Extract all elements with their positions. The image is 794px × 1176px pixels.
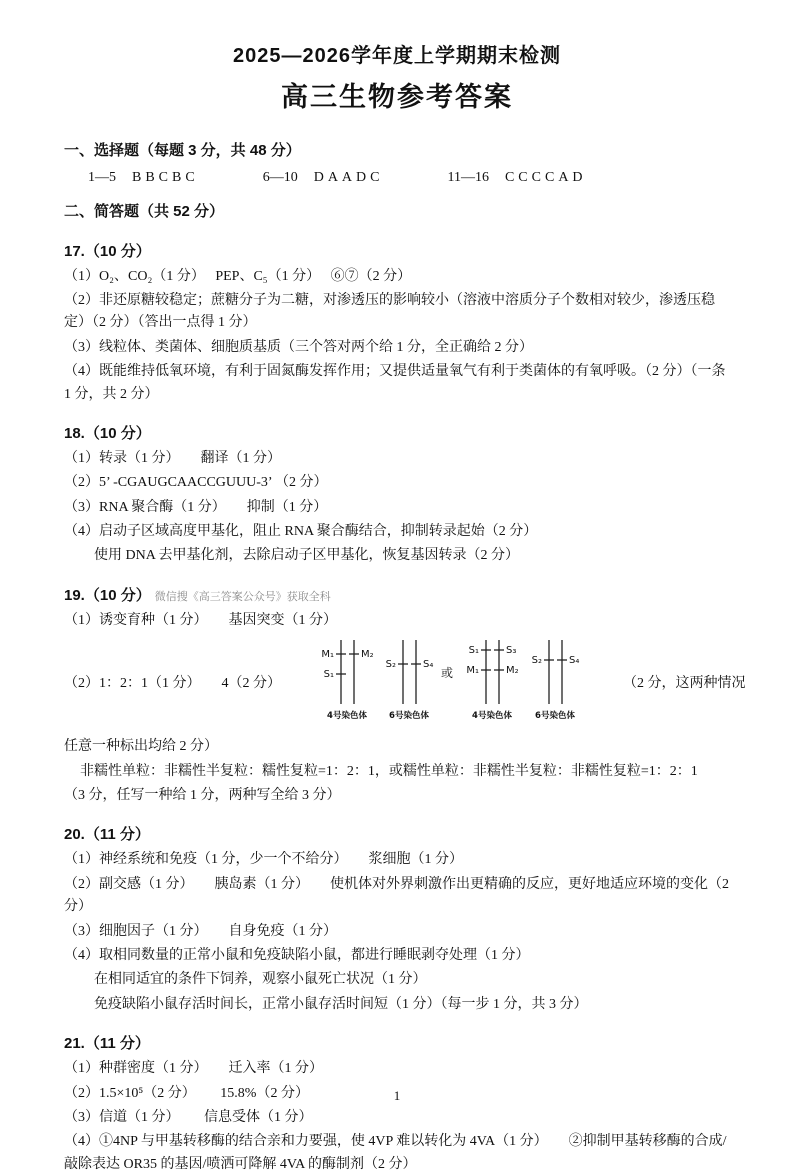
gene-label: S₁	[468, 645, 479, 657]
gene-label: M₂	[361, 649, 374, 661]
q20-answer-3: （3）细胞因子（1 分） 自身免疫（1 分）	[64, 923, 337, 939]
q19-answer-3: 非糯性单粒：非糯性半复粒：糯性复粒=1：2：1，或糯性单粒：非糯性半复粒：非糯性复粒=1：2：1	[80, 763, 698, 779]
question-17-heading: 17.（10 分）	[64, 242, 151, 260]
section-choice-heading: 一、选择题（每题 3 分，共 48 分）	[64, 142, 301, 160]
chromosome-diagram	[281, 634, 621, 734]
q19-note-right: （2 分，这两种情况	[623, 676, 746, 692]
q19-answer-1: （1）诱变育种（1 分） 基因突变（1 分）	[64, 612, 337, 628]
page-number: 1	[393, 1088, 401, 1104]
q17-answer-2: （2）非还原糖较稳定；蔗糖分子为二糖，对渗透压的影响较小（溶液中溶质分子个数相对较少，渗透压稳定）（2 分）（答出一点得 1 分）	[64, 292, 715, 331]
answer-letters-3: CCCCAD	[504, 170, 587, 186]
gene-label: M₁	[466, 665, 479, 677]
question-19-heading-text: 19.（10 分）	[64, 586, 151, 604]
gene-label: M₂	[506, 665, 519, 677]
q18-answer-3: （3）RNA 聚合酶（1 分） 抑制（1 分）	[64, 499, 328, 515]
q18-answer-4-continued: 使用 DNA 去甲基化剂，去除启动子区甲基化，恢复基因转录（2 分）	[94, 548, 520, 564]
q21-answer-1: （1）种群密度（1 分） 迁入率（1 分）	[64, 1061, 323, 1077]
q20-answer-1: （1）神经系统和免疫（1 分，少一个不给分） 浆细胞（1 分）	[64, 852, 463, 868]
gene-label: S₄	[569, 655, 580, 667]
exam-title-line2: 高三生物参考答案	[281, 82, 513, 112]
q19-answer-3-score: （3 分，任写一种给 1 分，两种写全给 3 分）	[64, 788, 341, 804]
answer-group-3	[447, 170, 586, 185]
watermark-text: 微信搜《高三答案公众号》获取全科	[154, 590, 331, 603]
q17-answer-3: （3）线粒体、类菌体、细胞质基质（三个答对两个给 1 分，全正确给 2 分）	[64, 339, 533, 355]
q19-note-continued: 任意一种标出均给 2 分）	[64, 739, 218, 755]
q21-answer-2: （2）1.5×10⁵（2 分） 15.8%（2 分）	[64, 1085, 309, 1101]
q17-answer-1: （1）O₂、CO₂（1 分） PEP、C₅（1 分） ⑥⑦（2 分）	[64, 268, 412, 284]
question-20-heading: 20.（11 分）	[64, 826, 150, 844]
chromosome-label: 6号染色体	[389, 711, 429, 722]
gene-label: M₁	[321, 649, 334, 661]
choice-answer-row	[64, 167, 730, 189]
answer-letters-1: BBCBC	[132, 170, 199, 186]
q21-answer-4: （4）①4NP 与甲基转移酶的结合亲和力要强，使 4VP 难以转化为 4VA（1 分） ②抑制甲基转移酶的合成/敲除表达 OR35 的基因/喷洒可降解 4VA 的酶制剂（2 分）	[64, 1134, 727, 1172]
or-label: 或	[440, 666, 454, 681]
question-20	[64, 823, 730, 1016]
q17-answer-4: （4）既能维持低氧环境，有利于固氮酶发挥作用；又提供适量氧气有利于类菌体的有氧呼吸。（2 分）（一条 1 分，共 2 分）	[64, 364, 726, 402]
answer-range-1: 1—5	[88, 170, 116, 186]
q20-answer-2: （2）副交感（1 分） 胰岛素（1 分） 使机体对外界刺激作出更精确的反应，更好地适应环境的变化（2 分）	[64, 876, 729, 915]
answer-group-1	[88, 170, 199, 185]
chromosome-label: 4号染色体	[472, 711, 512, 722]
q18-answer-1: （1）转录（1 分） 翻译（1 分）	[64, 450, 281, 466]
question-18	[64, 422, 730, 568]
section-short-heading: 二、简答题（共 52 分）	[64, 202, 225, 220]
q19-figure-row	[64, 634, 746, 734]
q20-answer-4-step3: 免疫缺陷小鼠存活时间长，正常小鼠存活时间短（1 分）（每一步 1 分，共 3 分）	[94, 996, 588, 1012]
answer-group-2	[263, 170, 384, 185]
answer-letters-2: DAADC	[313, 170, 384, 186]
question-17	[64, 240, 730, 406]
answer-range-3: 11—16	[447, 170, 489, 186]
q20-answer-4: （4）取相同数量的正常小鼠和免疫缺陷小鼠，都进行睡眠剥夺处理（1 分）	[64, 948, 530, 963]
q18-answer-4: （4）启动子区域高度甲基化，阻止 RNA 聚合酶结合，抑制转录起始（2 分）	[64, 524, 538, 540]
q19-answer-2: （2）1：2：1（1 分） 4（2 分）	[64, 676, 281, 692]
q20-answer-4-step2: 在相同适宜的条件下饲养，观察小鼠死亡状况（1 分）	[94, 972, 427, 988]
question-19-heading	[64, 584, 730, 608]
gene-label: S₂	[531, 655, 542, 667]
q21-answer-3: （3）信道（1 分） 信息受体（1 分）	[64, 1109, 313, 1125]
gene-label: S₂	[385, 659, 396, 671]
chromosome-label: 4号染色体	[327, 711, 367, 722]
gene-label: S₃	[506, 645, 517, 657]
answer-range-2: 6—10	[262, 170, 298, 186]
question-18-heading: 18.（10 分）	[64, 424, 151, 442]
q18-answer-2: （2）5’ -CGAUGCAACCGUUU-3’ （2 分）	[64, 475, 328, 491]
gene-label: S₄	[423, 659, 434, 671]
exam-title-line1: 2025—2026学年度上学期期末检测	[233, 45, 561, 67]
gene-label: S₁	[323, 669, 334, 681]
chromosome-label: 6号染色体	[535, 711, 575, 722]
question-19	[64, 584, 746, 808]
question-21-heading: 21.（11 分）	[64, 1035, 150, 1053]
